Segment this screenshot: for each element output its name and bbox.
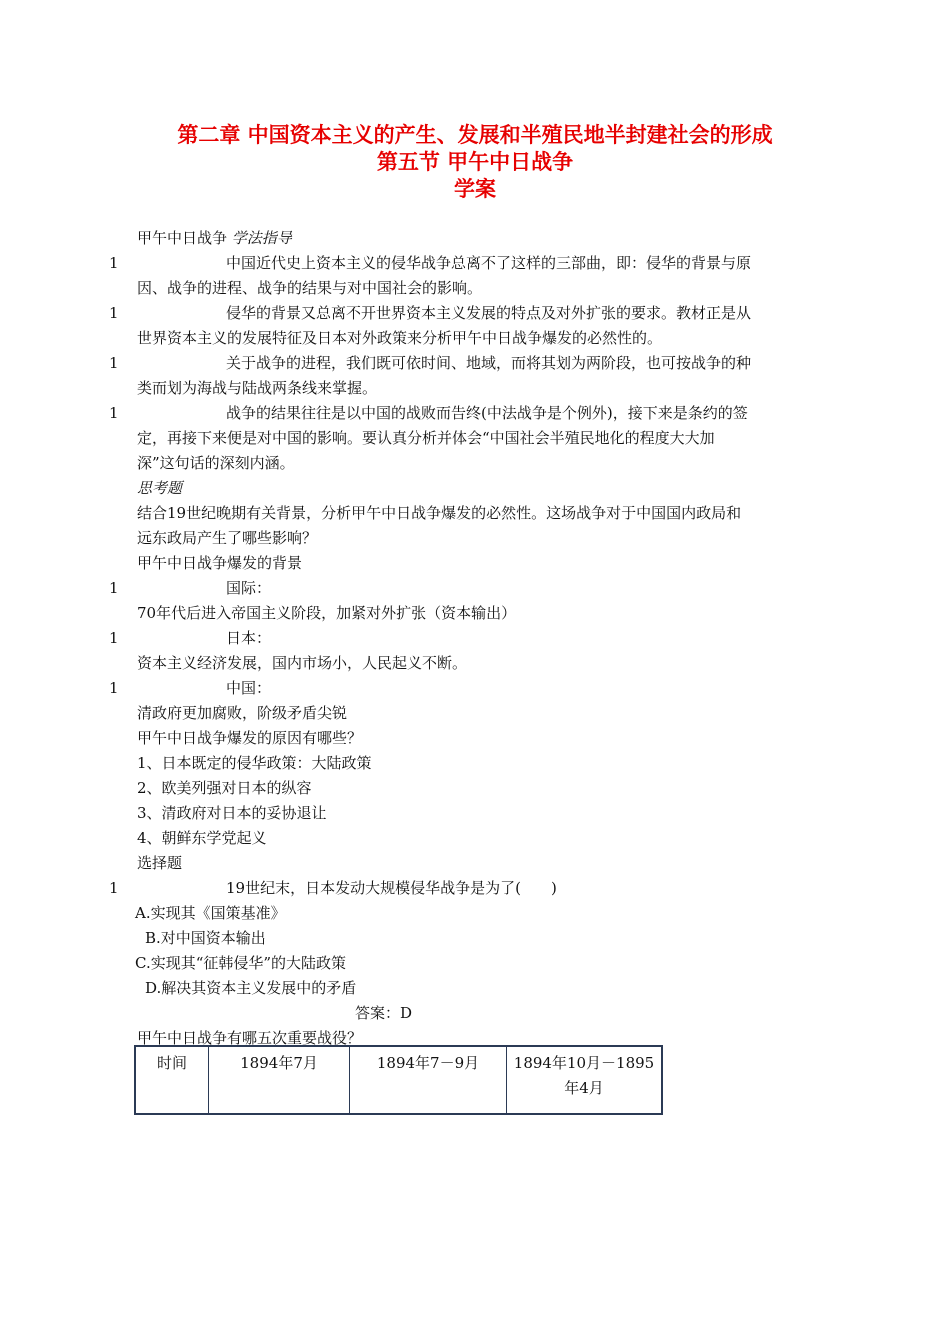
choice-option-d: D.解决其资本主义发展中的矛盾 xyxy=(145,979,357,997)
table-cell: 1894年7月 xyxy=(209,1046,350,1114)
bullet-marker: 1 xyxy=(109,304,119,322)
bullet-marker: 1 xyxy=(109,679,119,697)
intro-heading-main: 甲午中日战争 xyxy=(137,229,232,247)
choice-question-text: 19世纪末，日本发动大规模侵华战争是为了( ) xyxy=(226,879,557,897)
battles-heading: 甲午中日战争有哪五次重要战役？ xyxy=(137,1029,363,1047)
background-label: 国际： xyxy=(226,579,272,597)
background-heading: 甲午中日战争爆发的背景 xyxy=(137,554,303,572)
guide-item-continuation: 因、战争的进程、战争的结果与对中国社会的影响。 xyxy=(137,279,483,297)
choice-option-c: C.实现其“征韩侵华”的大陆政策 xyxy=(135,954,347,972)
guide-item-text: 侵华的背景又总离不开世界资本主义发展的特点及对外扩张的要求。教材正是从 xyxy=(226,304,752,322)
guide-item-1 xyxy=(0,251,950,276)
chapter-title: 第二章 中国资本主义的产生、发展和半殖民地半封建社会的形成 xyxy=(177,123,773,147)
guide-item-text: 战争的结果往往是以中国的战败而告终(中法战争是个例外)，接下来是条约的签 xyxy=(226,404,748,422)
table-cell-time: 时间 xyxy=(135,1046,209,1114)
doc-type-title: 学案 xyxy=(454,177,496,201)
cause-item: 2、欧美列强对日本的纵容 xyxy=(137,779,312,797)
answer: 答案：D xyxy=(355,1004,413,1022)
guide-item-continuation: 类而划为海战与陆战两条线来掌握。 xyxy=(137,379,378,397)
guide-item-2 xyxy=(0,301,950,326)
intro-heading-sub: 学法指导 xyxy=(231,229,292,247)
background-item-international xyxy=(0,576,950,601)
bullet-marker: 1 xyxy=(109,629,119,647)
guide-item-continuation: 世界资本主义的发展特征及日本对外政策来分析甲午中日战争爆发的必然性的。 xyxy=(137,329,663,347)
guide-item-3 xyxy=(0,351,950,376)
intro-heading xyxy=(0,226,950,251)
cause-item: 4、朝鲜东学党起义 xyxy=(137,829,267,847)
bullet-marker: 1 xyxy=(109,254,119,272)
guide-item-continuation: 定，再接下来便是对中国的影响。要认真分析并体会“中国社会半殖民地化的程度大大加 xyxy=(137,429,715,447)
bullet-marker: 1 xyxy=(109,579,119,597)
choice-heading: 选择题 xyxy=(137,854,183,872)
think-heading: 思考题 xyxy=(137,479,183,497)
guide-item-text: 中国近代史上资本主义的侵华战争总离不了这样的三部曲，即：侵华的背景与原 xyxy=(226,254,752,272)
choice-question xyxy=(0,876,950,901)
think-question-line: 远东政局产生了哪些影响？ xyxy=(137,529,318,547)
table-cell: 1894年7－9月 xyxy=(350,1046,507,1114)
background-item-china xyxy=(0,676,950,701)
background-item-japan xyxy=(0,626,950,651)
cause-item: 3、清政府对日本的妥协退让 xyxy=(137,804,327,822)
guide-item-4 xyxy=(0,401,950,426)
guide-item-text: 关于战争的进程，我们既可依时间、地域，而将其划为两阶段，也可按战争的种 xyxy=(226,354,752,372)
bullet-marker: 1 xyxy=(109,879,119,897)
bullet-marker: 1 xyxy=(109,354,119,372)
choice-option-a: A.实现其《国策基准》 xyxy=(135,904,286,922)
bullet-marker: 1 xyxy=(109,404,119,422)
guide-item-continuation: 深”这句话的深刻内涵。 xyxy=(137,454,295,472)
section-title: 第五节 甲午中日战争 xyxy=(376,150,574,174)
background-label: 日本： xyxy=(226,629,272,647)
document-body xyxy=(0,226,950,1051)
background-label: 中国： xyxy=(226,679,272,697)
background-text: 资本主义经济发展，国内市场小，人民起义不断。 xyxy=(137,654,468,672)
document-title xyxy=(0,122,950,203)
table-row xyxy=(135,1046,662,1114)
think-question-line: 结合19世纪晚期有关背景，分析甲午中日战争爆发的必然性。这场战争对于中国国内政局和 xyxy=(137,504,742,522)
battle-table xyxy=(134,1045,663,1115)
choice-option-b: B.对中国资本输出 xyxy=(145,929,266,947)
cause-item: 1、日本既定的侵华政策：大陆政策 xyxy=(137,754,372,772)
background-text: 70年代后进入帝国主义阶段，加紧对外扩张（资本输出） xyxy=(137,604,517,622)
table-cell: 1894年10月－1895年4月 xyxy=(507,1046,663,1114)
causes-heading: 甲午中日战争爆发的原因有哪些？ xyxy=(137,729,363,747)
background-text: 清政府更加腐败，阶级矛盾尖锐 xyxy=(137,704,348,722)
